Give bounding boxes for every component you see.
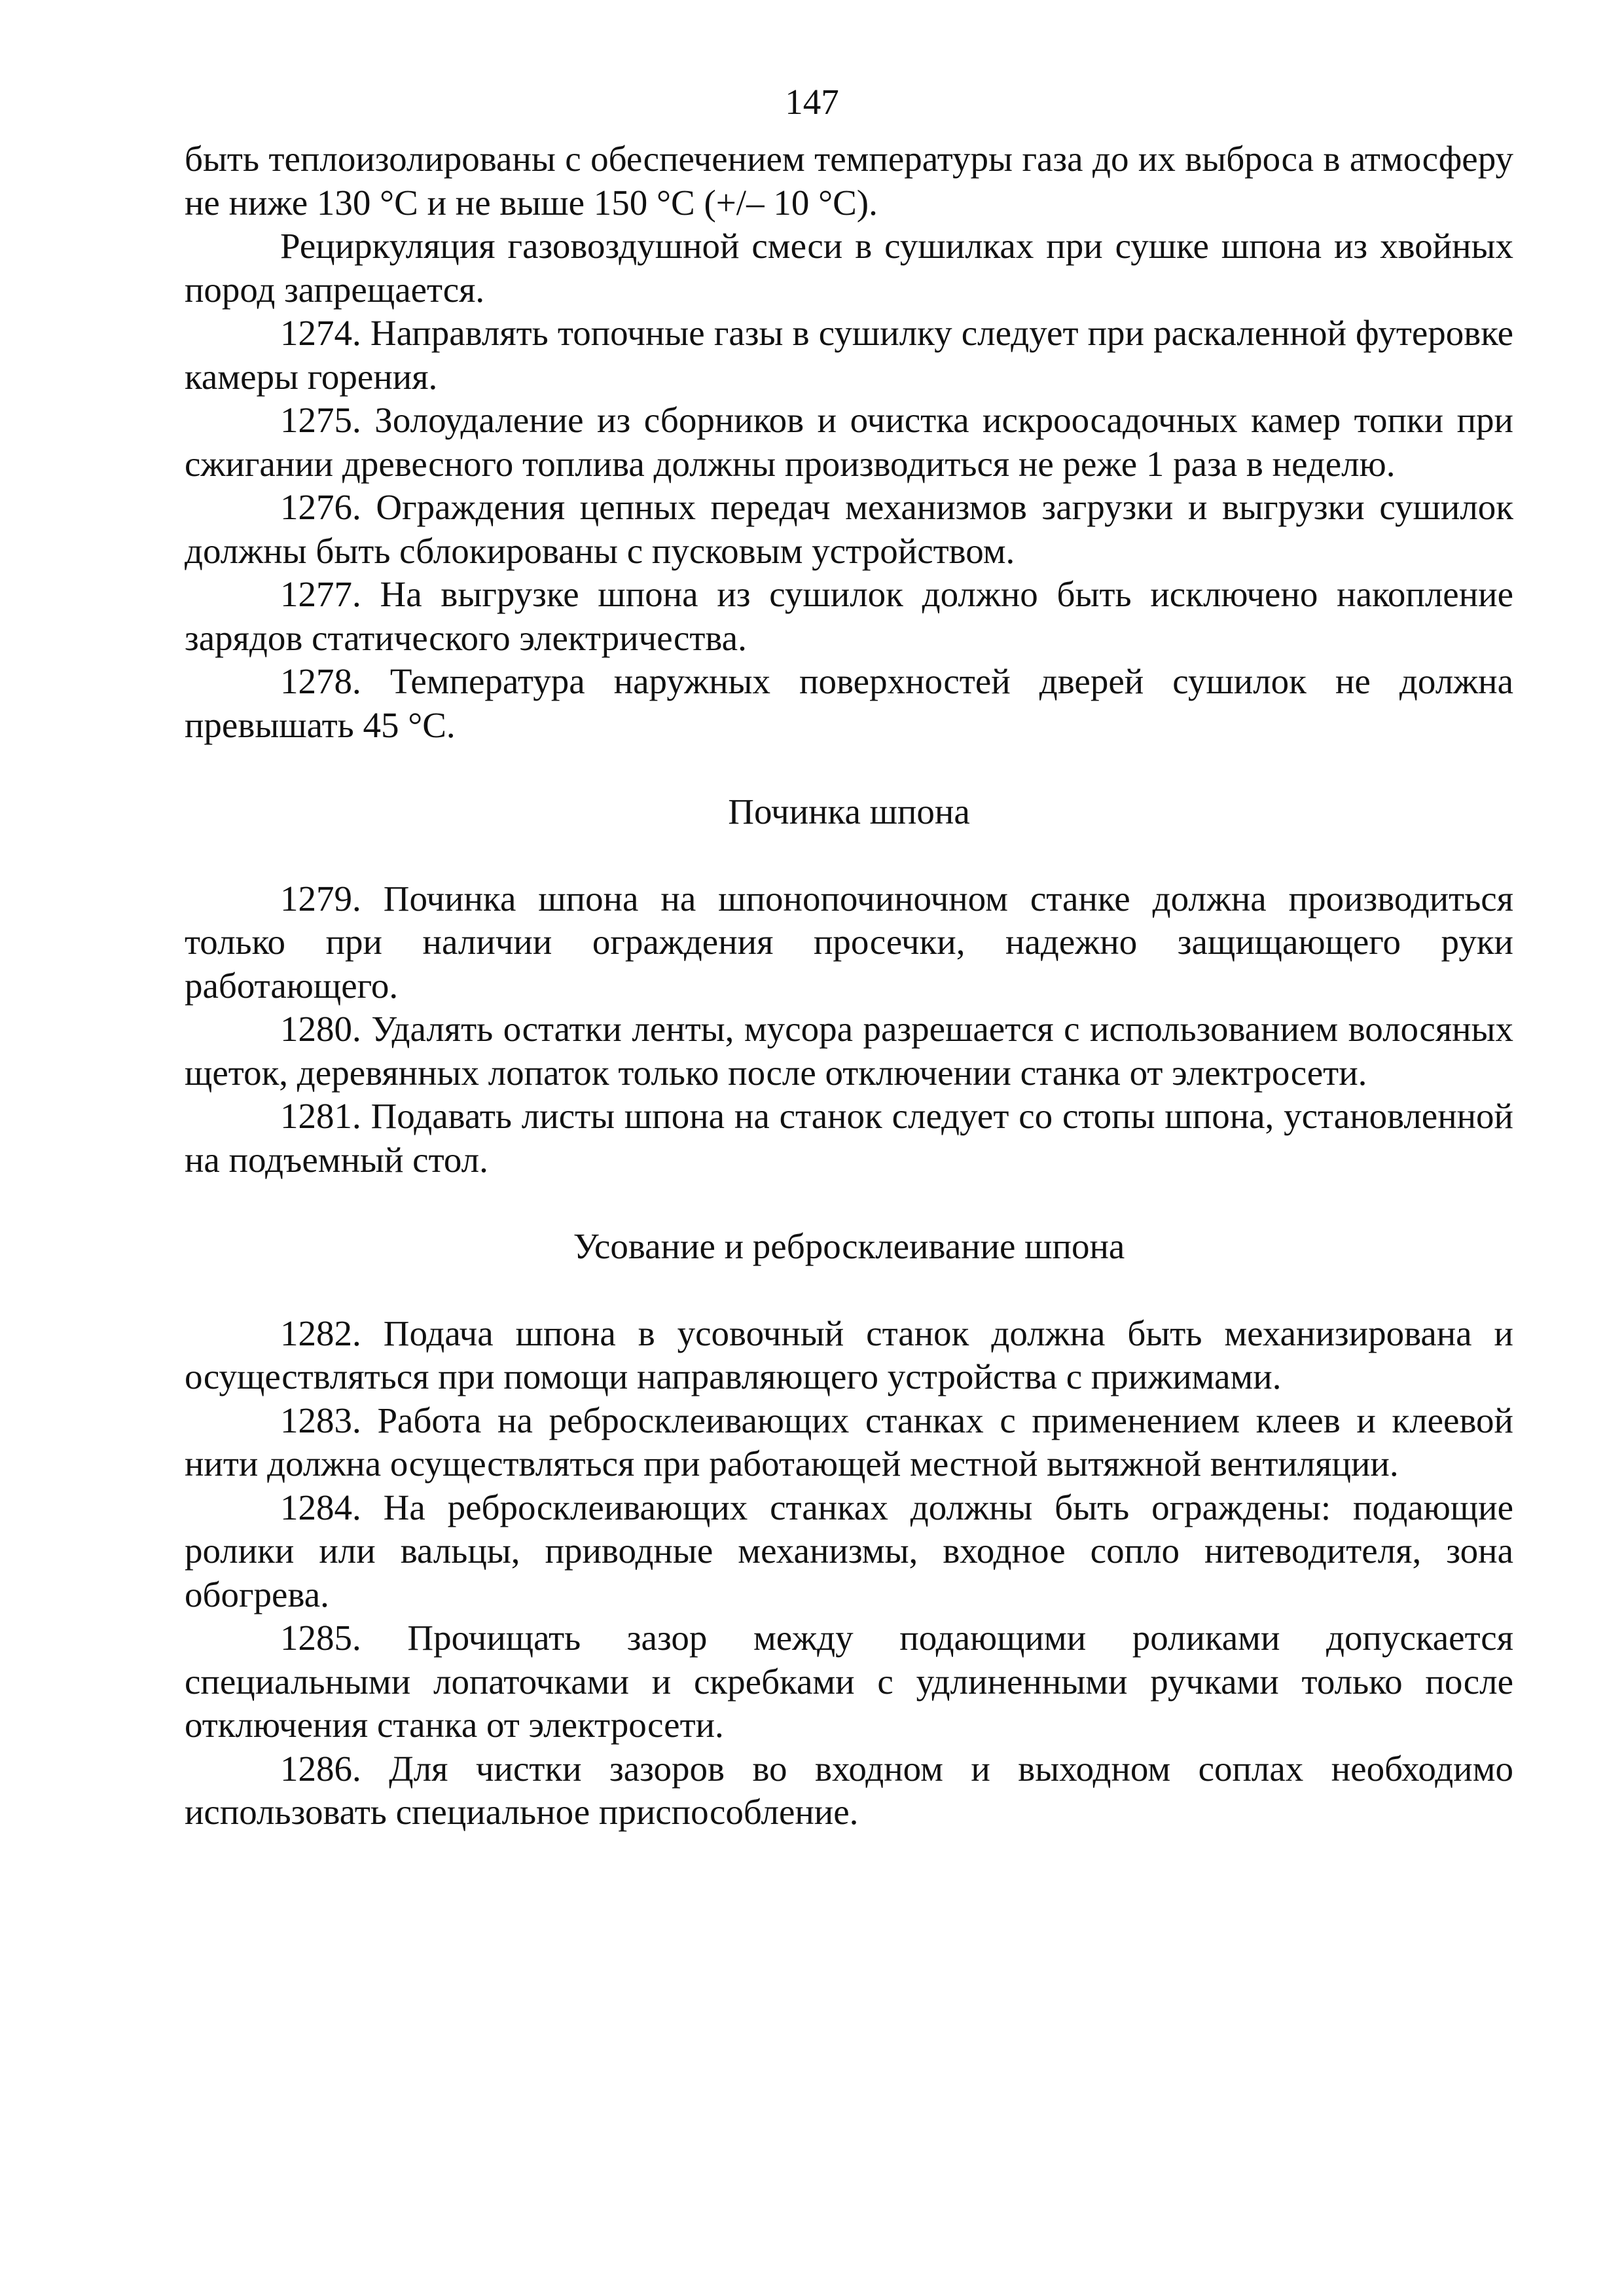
- paragraph-1281: 1281. Подавать листы шпона на станок следует со стопы шпона, установленной на подъемный стол.: [185, 1096, 1513, 1180]
- paragraph-1285: 1285. Прочищать зазор между подающими роликами допускается специальными лопаточками и скребками с удлиненными ручками только после отключения станка от электросети.: [185, 1618, 1513, 1745]
- paragraph: быть теплоизолированы с обеспечением температуры газа до их выброса в атмосферу не ниже 130 °С и не выше 150 °С (+/– 10 °С).: [185, 139, 1513, 223]
- paragraph-1277: 1277. На выгрузке шпона из сушилок должно быть исключено накопление зарядов статического электричества.: [185, 574, 1513, 658]
- section-heading: Починка шпона: [728, 792, 970, 831]
- paragraph-1274: 1274. Направлять топочные газы в сушилку следует при раскаленной футеровке камеры горения.: [185, 313, 1513, 397]
- paragraph-1280: 1280. Удалять остатки ленты, мусора разрешается с использованием волосяных щеток, деревянных лопаток только после отключении станка от электросети.: [185, 1009, 1513, 1093]
- paragraph-1276: 1276. Ограждения цепных передач механизмов загрузки и выгрузки сушилок должны быть сблокированы с пусковым устройством.: [185, 487, 1513, 571]
- paragraph: Рециркуляция газовоздушной смеси в сушилках при сушке шпона из хвойных пород запрещается.: [185, 226, 1513, 310]
- paragraph-1282: 1282. Подача шпона в усовочный станок должна быть механизирована и осуществляться при помощи направляющего устройства с прижимами.: [185, 1313, 1513, 1396]
- section-heading: Усование и ребросклеивание шпона: [573, 1226, 1125, 1266]
- paragraph-1283: 1283. Работа на ребросклеивающих станках с применением клеев и клеевой нити должна осуществляться при работающей местной вытяжной вентиляции.: [185, 1400, 1513, 1484]
- paragraph-1278: 1278. Температура наружных поверхностей дверей сушилок не должна превышать 45 °С.: [185, 661, 1513, 745]
- page-body: [185, 137, 1513, 1834]
- paragraph-1279: 1279. Починка шпона на шпонопочиночном станке должна производиться только при наличии ограждения просечки, надежно защищающего руки работающего.: [185, 878, 1513, 1006]
- paragraph-1275: 1275. Золоудаление из сборников и очистка искроосадочных камер топки при сжигании древесного топлива должны производиться не реже 1 раза в неделю.: [185, 400, 1513, 484]
- paragraph-1284: 1284. На ребросклеивающих станках должны быть ограждены: подающие ролики или вальцы, приводные механизмы, входное сопло нитеводителя, зона обогрева.: [185, 1487, 1513, 1614]
- paragraph-1286: 1286. Для чистки зазоров во входном и выходном соплах необходимо использовать специальное приспособление.: [185, 1748, 1513, 1832]
- page-number: 147: [785, 82, 839, 122]
